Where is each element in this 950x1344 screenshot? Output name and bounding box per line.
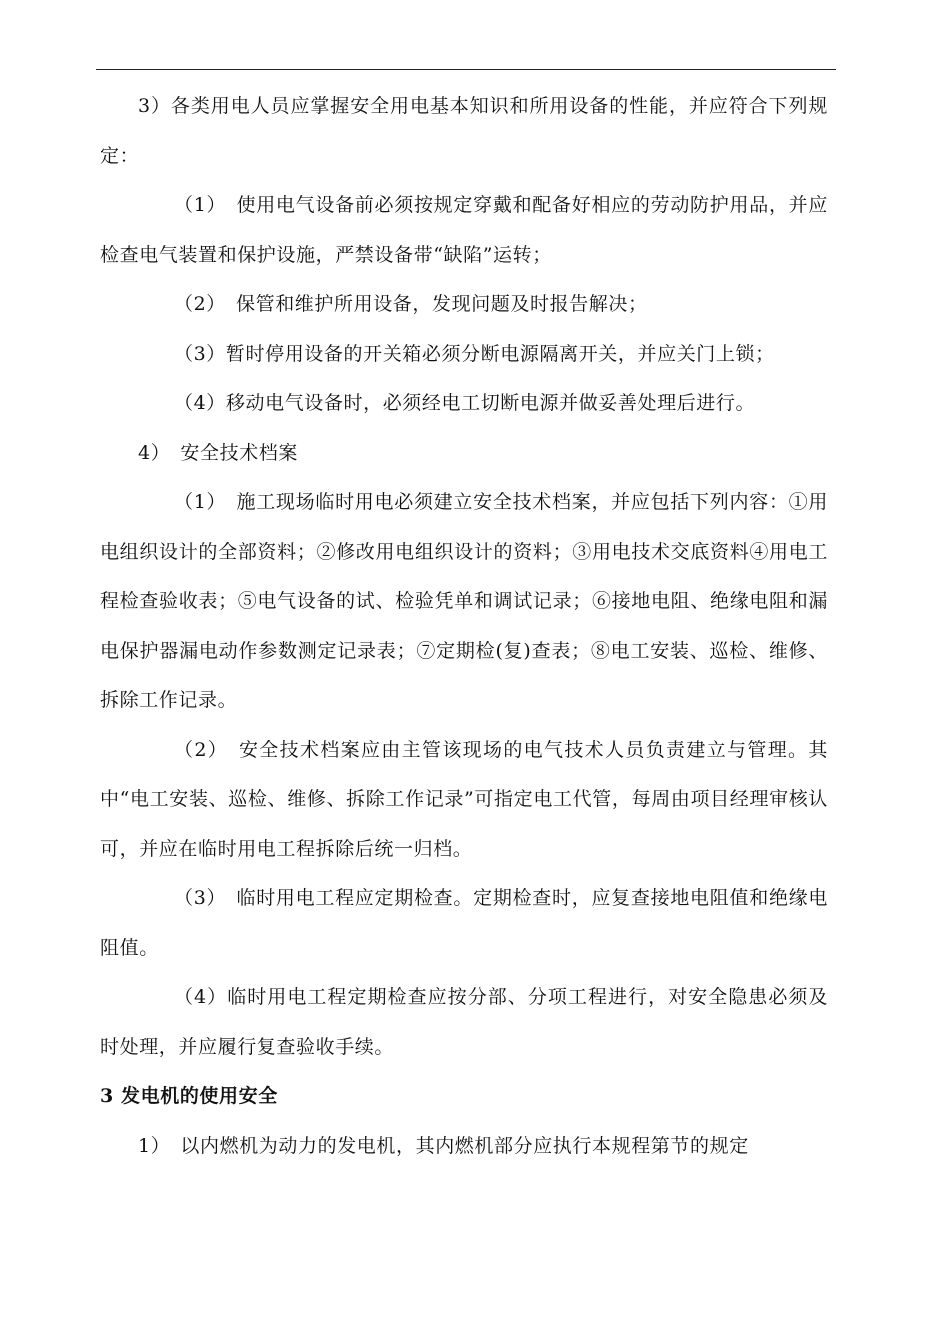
document-body <box>100 82 828 1171</box>
section-heading-safety-archive: 4） 安全技术档案 <box>138 441 298 464</box>
paragraph-archive-item-1: （1） 施工现场临时用电必须建立安全技术档案，并应包括下列内容：①用电组织设计的全部资料；②修改用电组织设计的资料；③用电技术交底资料④用电工程检查验收表；⑤电气设备的试、检验凭单和调试记录；⑥接地电阻、绝缘电阻和漏电保护器漏电动作参数测定记录表；⑦定期检(复)查表；⑧电工安装、巡检、维修、拆除工作记录。 <box>100 491 828 711</box>
paragraph-electrician-requirements: 3）各类用电人员应掌握安全用电基本知识和所用设备的性能，并应符合下列规定： <box>100 95 828 167</box>
paragraph-item-1-protective-gear: （1） 使用电气设备前必须按规定穿戴和配备好相应的劳动防护用品，并应检查电气装置和保护设施，严禁设备带“缺陷”运转； <box>100 194 828 266</box>
paragraph-generator-item-1: 1） 以内燃机为动力的发电机，其内燃机部分应执行本规程第节的规定 <box>138 1134 749 1157</box>
paragraph-archive-item-4: （4）临时用电工程定期检查应按分部、分项工程进行，对安全隐患必须及时处理，并应履行复查验收手续。 <box>100 986 828 1058</box>
section-heading-generator-safety: 3 发电机的使用安全 <box>100 1085 278 1107</box>
paragraph-item-4-moving-equipment: （4）移动电气设备时，必须经电工切断电源并做妥善处理后进行。 <box>174 392 756 414</box>
paragraph-archive-item-3: （3） 临时用电工程应定期检查。定期检查时，应复查接地电阻值和绝缘电阻值。 <box>100 887 828 959</box>
paragraph-item-3-switch-box: （3）暂时停用设备的开关箱必须分断电源隔离开关，并应关门上锁； <box>174 342 775 365</box>
header-rule <box>96 69 836 70</box>
paragraph-archive-item-2: （2） 安全技术档案应由主管该现场的电气技术人员负责建立与管理。其中“电工安装、巡检、维修、拆除工作记录”可指定电工代管，每周由项目经理审核认可，并应在临时用电工程拆除后统一归档。 <box>100 738 828 860</box>
paragraph-item-2-maintenance: （2） 保管和维护所用设备，发现问题及时报告解决； <box>174 293 648 315</box>
